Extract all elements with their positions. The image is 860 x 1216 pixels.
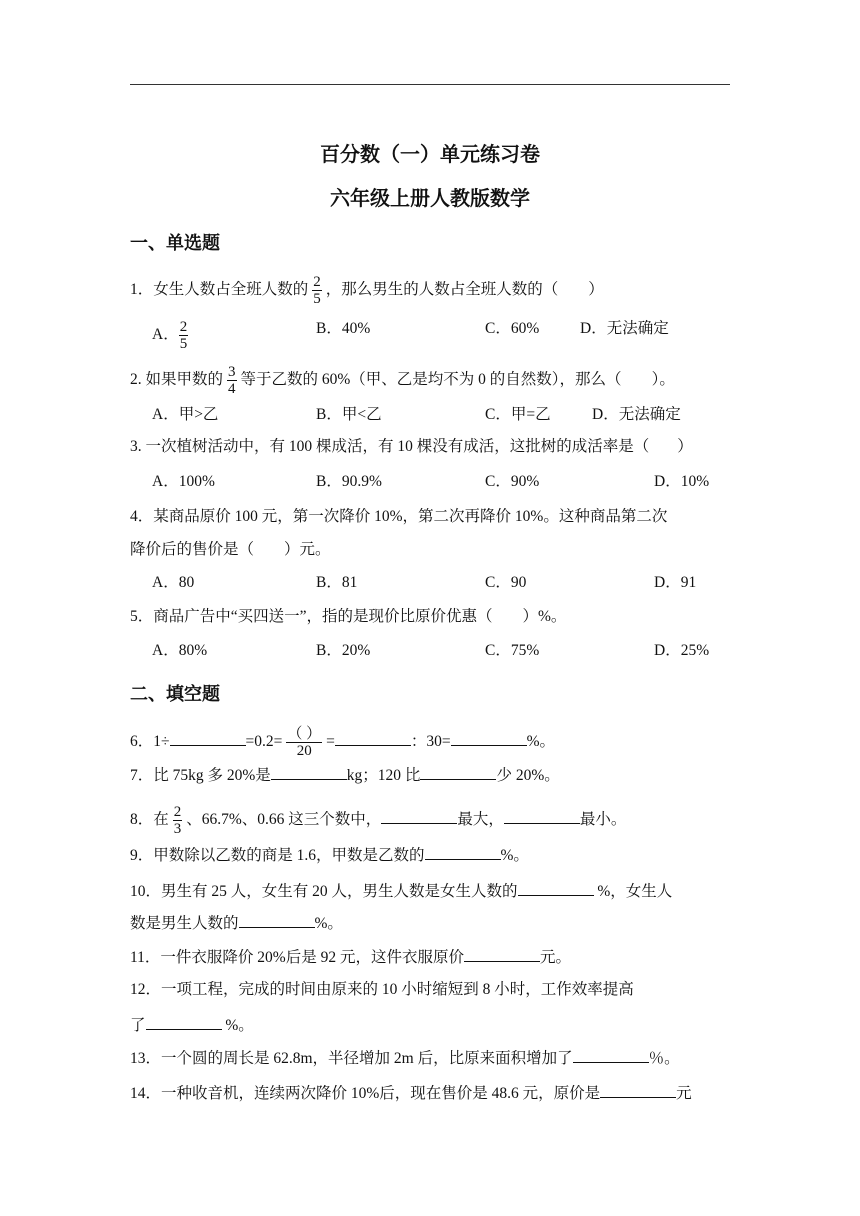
question-10-line-1 <box>130 880 672 902</box>
question-text: =0.2= <box>245 733 283 751</box>
option-c: C．60% <box>485 320 540 337</box>
question-text: %。 <box>221 1017 254 1034</box>
option-c: C．90% <box>485 473 540 490</box>
option-a: A．100% <box>152 473 215 490</box>
question-text: %。 <box>500 847 529 864</box>
question-text: = <box>326 733 335 751</box>
question-text: 3. 一次植树活动中，有 100 棵成活，有 10 棵没有成活，这批树的成活率是（ <box>130 438 650 455</box>
question-3 <box>130 437 693 457</box>
option-b: B．90.9% <box>316 473 382 490</box>
question-text: 9．甲数除以乙数的商是 1.6，甲数是乙数的 <box>130 847 425 864</box>
option-a: A． $\frac{2}{5}$ <box>152 319 188 352</box>
option-c: C．甲=乙 <box>485 406 551 423</box>
question-4-line-1: 4．某商品原价 100 元，第一次降价 10%，第二次再降价 10%。这种商品第二次 <box>130 508 668 525</box>
question-text: 最小。 <box>579 811 627 829</box>
question-6 <box>130 726 555 759</box>
question-text: %，女生人 <box>593 883 673 900</box>
question-text: 7．比 75kg 多 20%是 <box>130 767 271 784</box>
answer-blank[interactable] <box>146 1014 222 1030</box>
question-text: 6．1÷ <box>130 733 170 751</box>
option-c: C．75% <box>485 642 540 659</box>
question-14 <box>130 1082 692 1104</box>
answer-blank[interactable] <box>335 730 411 746</box>
question-13 <box>130 1047 680 1069</box>
question-text: 元。 <box>539 949 571 966</box>
question-text: ）%。 <box>522 608 567 625</box>
question-text: 1．女生人数占全班人数的 <box>130 281 309 299</box>
answer-blank[interactable] <box>600 1082 676 1098</box>
option-c: C．90 <box>485 574 527 591</box>
question-11 <box>130 946 571 968</box>
answer-blank[interactable] <box>381 808 457 824</box>
page-title: 百分数（一）单元练习卷 <box>320 142 540 166</box>
question-8 <box>130 804 626 837</box>
option-a: A．甲>乙 <box>152 406 219 423</box>
option-b: B．20% <box>316 642 371 659</box>
question-text: 14．一种收音机，连续两次降价 10%后，现在售价是 48.6 元，原价是 <box>130 1085 601 1102</box>
question-text: kg；120 比 <box>346 767 421 784</box>
option-b: B．40% <box>316 320 371 337</box>
question-2 <box>130 364 675 397</box>
question-text: 等于乙数的 60%（甲、乙是均不为 0 的自然数），那么（ <box>240 371 622 389</box>
question-text: 少 20%。 <box>496 767 560 784</box>
option-d: D．25% <box>654 642 710 659</box>
question-text: 降价后的售价是（ <box>130 541 255 558</box>
question-text: 了 <box>130 1017 146 1034</box>
question-text: 5．商品广告中“买四送一”，指的是现价比原价优惠（ <box>130 608 493 625</box>
answer-blank[interactable] <box>573 1047 649 1063</box>
answer-blank[interactable] <box>518 880 594 896</box>
option-d: D．10% <box>654 473 710 490</box>
question-12-line-1: 12．一项工程，完成的时间由原来的 10 小时缩短到 8 小时，工作效率提高 <box>130 981 634 998</box>
question-text: ，那么男生的人数占全班人数的（ <box>325 281 559 299</box>
question-7 <box>130 764 560 786</box>
question-text: 数是男生人数的 <box>130 915 239 932</box>
answer-blank[interactable] <box>425 844 501 860</box>
answer-blank[interactable]: （ ） <box>287 726 322 742</box>
question-text: 10．男生有 25 人，女生有 20 人，男生人数是女生人数的 <box>130 883 518 900</box>
answer-blank[interactable] <box>504 808 580 824</box>
question-text: 8．在 <box>130 811 169 829</box>
question-4-line-2 <box>130 540 331 560</box>
question-text: ） <box>588 281 604 299</box>
option-d: D．无法确定 <box>592 406 681 423</box>
fraction: $\frac{3}{4}$ <box>228 364 236 397</box>
option-b: B．甲<乙 <box>316 406 382 423</box>
option-a: A．80 <box>152 574 195 591</box>
question-text: 2. 如果甲数的 <box>130 371 224 389</box>
question-text: 11．一件衣服降价 20%后是 92 元，这件衣服原价 <box>130 949 464 966</box>
option-b: B．81 <box>316 574 358 591</box>
answer-blank[interactable] <box>239 912 315 928</box>
fraction: $\frac{2}{3}$ <box>173 804 182 837</box>
question-text: 元 <box>676 1085 692 1102</box>
answer-blank[interactable] <box>451 730 527 746</box>
answer-blank[interactable] <box>464 946 540 962</box>
section-heading-choice: 一、单选题 <box>130 233 220 254</box>
question-text: ）元。 <box>284 541 331 558</box>
answer-blank[interactable] <box>170 730 246 746</box>
question-text: ）。 <box>651 371 675 389</box>
section-heading-fill-in: 二、填空题 <box>130 684 220 705</box>
question-10-line-2 <box>130 912 343 934</box>
fraction: $\frac{( )}{20}$ <box>287 726 322 759</box>
question-text: %。 <box>314 915 343 932</box>
header-rule <box>130 84 730 85</box>
question-text: 最大， <box>457 811 504 829</box>
question-text: %。 <box>526 733 556 751</box>
question-1 <box>130 274 604 307</box>
question-text: ％。 <box>648 1050 680 1067</box>
question-5 <box>130 607 566 627</box>
question-text: 13．一个圆的周长是 62.8m，半径增加 2m 后，比原来面积增加了 <box>130 1050 573 1067</box>
question-12-line-2 <box>130 1014 254 1036</box>
question-text: 、66.7%、0.66 这三个数中， <box>186 811 382 829</box>
option-d: D．无法确定 <box>580 320 669 337</box>
question-text: ：30= <box>410 733 451 751</box>
answer-blank[interactable] <box>420 764 496 780</box>
option-d: D．91 <box>654 574 697 591</box>
option-a: A．80% <box>152 642 208 659</box>
fraction: $\frac{2}{5}$ <box>179 319 188 352</box>
question-9 <box>130 844 529 866</box>
question-text: ） <box>677 438 693 455</box>
fraction: $\frac{2}{5}$ <box>313 274 321 307</box>
page-subtitle: 六年级上册人教版数学 <box>330 186 530 210</box>
answer-blank[interactable] <box>271 764 347 780</box>
